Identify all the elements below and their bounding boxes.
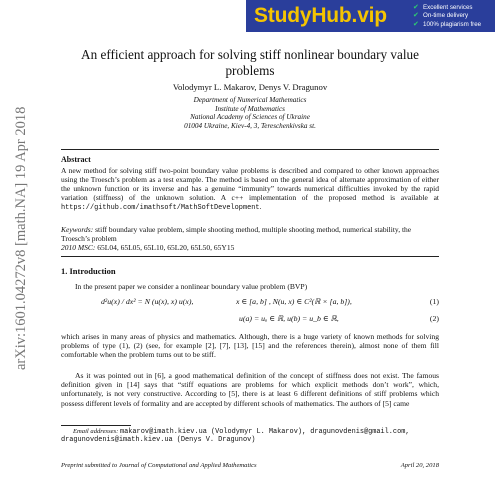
abstract-text: A new method for solving stiff two-point boundary value problems is described and compared to other known approaches using the Troesch’s problem as a test example. The method is based on the general idea of alternate approximation of either the unknown function or its inverse and has a genuine “immunity” towards numerical difficulties invoked by the rapid variation (stiffness) of the unknown solution. A c++ implementation of the proposed method is available at https://github.com/imathsoft/MathSoftDevelopment. bbox=[61, 166, 439, 213]
msc-codes: 65L04, 65L05, 65L10, 65L20, 65L50, 65Y15 bbox=[97, 243, 235, 253]
footer-journal: Preprint submitted to Journal of Computational and Applied Mathematics bbox=[61, 462, 257, 469]
section-heading: 1. Introduction bbox=[61, 266, 116, 276]
keywords: stiff boundary value problem, simple shooting method, multiple shooting method, numerical stability, the Troesch’s problem bbox=[61, 225, 412, 244]
paragraph-1: which arises in many areas of physics and mathematics. Although, there is a huge variety of known methods for solving problems of type (1), (2) (see, for example [2], [7], [13], [15] and the references therein), almost none of them fill comfortable when the problem turns out to be stiff. bbox=[61, 332, 439, 360]
equation-2: u(a) = uₐ ∈ ℝ, u(b) = u_b ∈ ℝ, (2) bbox=[239, 314, 439, 323]
check-icon: ✔ bbox=[413, 3, 419, 11]
footnote-rule bbox=[61, 425, 131, 426]
paper-title: An efficient approach for solving stiff nonlinear boundary value problems bbox=[81, 47, 419, 78]
studyhub-logo[interactable]: StudyHub.vip bbox=[254, 4, 387, 27]
authors: Volodymyr L. Makarov, Denys V. Dragunov bbox=[172, 82, 328, 92]
page-footer bbox=[61, 462, 439, 469]
footnote: Email addresses: makarov@imath.kiev.ua (Volodymyr L. Makarov), dragunovdenis@gmail.com, dragunovdenis@imath.kiev.ua (Denys V. Dragunov) bbox=[61, 428, 439, 444]
feature-item: ✔ Excellent services bbox=[413, 3, 473, 11]
email-line-2[interactable]: dragunovdenis@imath.kiev.ua (Denys V. Dragunov) bbox=[61, 436, 256, 445]
footer-date: April 20, 2018 bbox=[400, 462, 439, 469]
feature-item: ✔ On-time delivery bbox=[413, 12, 469, 20]
abstract-bottom-rule bbox=[61, 256, 439, 257]
arxiv-stamp: arXiv:1601.04272v8 [math.NA] 19 Apr 2018 bbox=[13, 106, 29, 370]
check-icon: ✔ bbox=[413, 20, 419, 28]
feature-item: ✔ 100% plagiarism free bbox=[413, 20, 482, 28]
check-icon: ✔ bbox=[413, 12, 419, 20]
paragraph-2: As it was pointed out in [6], a good mathematical definition of the concept of stiffness does not exist. The famous definition given in [14] says that “stiff equations are problems for which explicit methods don’t work”, which, unfortunately, is not very constructive. According to [5], there is at least 6 different definitions of stiff problems which possess different levels of formality and are accepted by different schools of mathematics. The authors of [5] came bbox=[61, 371, 439, 408]
affiliation: Department of Numerical Mathematics Institute of Mathematics National Academy of Sciences of Ukraine 01004 Ukraine, Kiev-4, 3, Tereschenkivska st. bbox=[184, 96, 316, 130]
studyhub-banner[interactable] bbox=[246, 0, 495, 32]
equation-1: d²u(x) / dx² = N (u(x), x) u(x), x ∈ [a, b] , N(u, x) ∈ C²(ℝ × [a, b]), (1) bbox=[101, 297, 439, 306]
email-line-1[interactable]: makarov@imath.kiev.ua (Volodymyr L. Makarov), dragunovdenis@gmail.com, bbox=[120, 428, 410, 436]
github-link[interactable]: https://github.com/imathsoft/MathSoftDevelopment bbox=[61, 204, 260, 213]
keywords-block: Keywords: stiff boundary value problem, simple shooting method, multiple shooting method, numerical stability, the Troesch’s problem 2010 MSC: 65L04, 65L05, 65L10, 65L20, 65L50, 65Y15 bbox=[61, 225, 412, 253]
abstract-top-rule bbox=[61, 149, 439, 150]
abstract-heading: Abstract bbox=[61, 155, 91, 164]
intro-sentence: In the present paper we consider a nonlinear boundary value problem (BVP) bbox=[75, 282, 308, 291]
banner-features bbox=[413, 3, 493, 29]
